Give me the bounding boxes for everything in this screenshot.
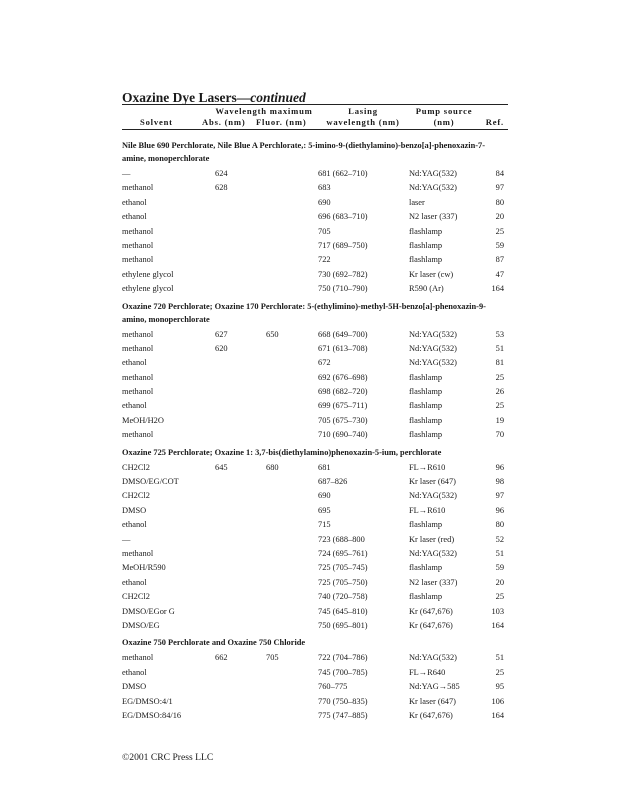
- table-row: [122, 328, 508, 342]
- solvent-cell: methanol: [122, 653, 154, 663]
- table-row: [122, 342, 508, 356]
- ref-cell: 25: [495, 372, 504, 382]
- solvent-cell: DMSO: [122, 505, 147, 515]
- pump-cell: flashlamp: [409, 255, 443, 265]
- ref-cell: 164: [491, 620, 504, 630]
- solvent-cell: EG/DMSO:84/16: [122, 710, 182, 720]
- pump-cell: Nd:YAG(532): [409, 183, 457, 193]
- ref-cell: 97: [495, 491, 504, 501]
- ref-cell: 25: [495, 401, 504, 411]
- table-row: [122, 619, 508, 633]
- table-row: [122, 181, 508, 195]
- ref-cell: 20: [495, 577, 504, 587]
- abs-cell: 645: [215, 462, 228, 472]
- solvent-cell: methanol: [122, 372, 154, 382]
- ref-cell: 26: [495, 387, 504, 397]
- lasing-cell: 681 (662–710): [318, 169, 368, 178]
- table-title-continued: continued: [250, 90, 306, 105]
- ref-cell: 51: [495, 548, 504, 558]
- pump-cell: flashlamp: [409, 592, 443, 602]
- solvent-cell: —: [122, 534, 131, 544]
- table-row: [122, 533, 508, 547]
- pump-cell: flashlamp: [409, 430, 443, 440]
- table-row: [122, 210, 508, 224]
- solvent-cell: ethanol: [122, 197, 147, 207]
- pump-cell: flashlamp: [409, 387, 443, 397]
- table-row: [122, 196, 508, 210]
- fluor-cell: 705: [266, 653, 279, 663]
- pump-cell: Nd:YAG→585: [409, 682, 460, 692]
- lasing-cell: 683: [318, 183, 331, 193]
- fluor-cell: 680: [266, 462, 279, 472]
- lasing-cell: 705 (675–730): [318, 415, 368, 425]
- lasing-cell: 730 (692–782): [318, 269, 368, 279]
- ref-cell: 96: [495, 505, 504, 515]
- solvent-cell: ethanol: [122, 401, 147, 411]
- abs-cell: 624: [215, 169, 228, 178]
- solvent-cell: DMSO/EGor G: [122, 606, 175, 616]
- lasing-cell: 705: [318, 226, 331, 236]
- solvent-cell: ethanol: [122, 212, 147, 222]
- lasing-cell: 699 (675–711): [318, 401, 368, 411]
- lasing-cell: 668 (649–700): [318, 329, 368, 339]
- lasing-cell: 724 (695–761): [318, 548, 368, 558]
- lasing-cell: 717 (689–750): [318, 240, 368, 250]
- table-row: [122, 167, 508, 181]
- header-ref: Ref.: [485, 117, 504, 127]
- table-row: [122, 253, 508, 267]
- table-title-main: Oxazine Dye Lasers—: [122, 90, 251, 105]
- pump-cell: FL→R610: [409, 462, 446, 472]
- solvent-cell: ethanol: [122, 358, 147, 368]
- pump-cell: Nd:YAG(532): [409, 169, 457, 178]
- section-heading: Nile Blue 690 Perchlorate, Nile Blue A Perchlorate,: 5-imino-9-(diethylamino)-benzo[a]-phenoxazin-7-amine, monoperchlorate: [122, 141, 486, 163]
- lasing-cell: 745 (700–785): [318, 667, 368, 677]
- table-row: [122, 282, 508, 296]
- table-row: [122, 225, 508, 239]
- lasing-cell: 722 (704–786): [318, 653, 368, 663]
- table-row: [122, 489, 508, 503]
- table-row: [122, 428, 508, 442]
- table-row: [122, 666, 508, 680]
- ref-cell: 25: [495, 592, 504, 602]
- lasing-cell: 770 (750–835): [318, 696, 368, 706]
- lasing-cell: 740 (720–758): [318, 592, 368, 602]
- table-row: [122, 268, 508, 282]
- table-row: [122, 239, 508, 253]
- solvent-cell: methanol: [122, 183, 154, 193]
- pump-cell: flashlamp: [409, 401, 443, 411]
- ref-cell: 59: [495, 563, 504, 573]
- pump-cell: laser: [409, 197, 425, 207]
- solvent-cell: ethanol: [122, 577, 147, 587]
- copyright-footer: ©2001 CRC Press LLC: [122, 752, 214, 763]
- ref-cell: 95: [495, 682, 504, 692]
- solvent-cell: ethanol: [122, 520, 147, 530]
- table-row: [122, 561, 508, 575]
- ref-cell: 96: [495, 462, 504, 472]
- lasing-cell: 722: [318, 255, 331, 265]
- ref-cell: 80: [495, 197, 504, 207]
- pump-cell: N2 laser (337): [409, 577, 458, 587]
- header-wavelength-maximum: Wavelength maximum: [215, 106, 313, 116]
- solvent-cell: methanol: [122, 387, 154, 397]
- table-row: [122, 356, 508, 370]
- pump-cell: Kr laser (red): [409, 534, 455, 544]
- table-row: [122, 461, 508, 475]
- ref-cell: 80: [495, 520, 504, 530]
- solvent-cell: MeOH/R590: [122, 563, 166, 573]
- lasing-cell: 692 (676–698): [318, 372, 368, 382]
- ref-cell: 98: [495, 477, 504, 487]
- header-pump-source: Pump source: [415, 106, 473, 116]
- ref-cell: 51: [495, 653, 504, 663]
- pump-cell: Kr laser (647): [409, 696, 456, 706]
- solvent-cell: methanol: [122, 548, 154, 558]
- solvent-cell: methanol: [122, 430, 154, 440]
- solvent-cell: DMSO/EG: [122, 620, 160, 630]
- pump-cell: flashlamp: [409, 226, 443, 236]
- solvent-cell: ethylene glycol: [122, 269, 174, 279]
- pump-cell: Nd:YAG(532): [409, 343, 457, 353]
- ref-cell: 53: [495, 329, 504, 339]
- table-row: [122, 709, 508, 723]
- pump-cell: flashlamp: [409, 415, 443, 425]
- pump-cell: Nd:YAG(532): [409, 491, 457, 501]
- pump-cell: Nd:YAG(532): [409, 358, 457, 368]
- table-row: [122, 651, 508, 665]
- ref-cell: 103: [491, 606, 504, 616]
- table-row: [122, 576, 508, 590]
- header-solvent: Solvent: [140, 117, 173, 127]
- solvent-cell: CH2Cl2: [122, 592, 150, 602]
- pump-cell: Kr (647,676): [409, 710, 453, 720]
- section-heading: Oxazine 725 Perchlorate; Oxazine 1: 3,7-bis(diethylamino)phenoxazin-5-ium, perchlorate: [122, 447, 442, 457]
- ref-cell: 106: [491, 696, 504, 706]
- ref-cell: 97: [495, 183, 504, 193]
- lasing-cell: 725 (705–745): [318, 563, 368, 573]
- header-lasing: Lasing: [348, 106, 378, 116]
- ref-cell: 59: [495, 240, 504, 250]
- table-row: [122, 590, 508, 604]
- table-row: [122, 695, 508, 709]
- ref-cell: 52: [495, 534, 504, 544]
- table-row: [122, 518, 508, 532]
- lasing-cell: 690: [318, 197, 331, 207]
- lasing-cell: 725 (705–750): [318, 577, 368, 587]
- section-heading: Oxazine 750 Perchlorate and Oxazine 750 Chloride: [122, 638, 306, 648]
- pump-cell: FL→R610: [409, 505, 446, 515]
- pump-cell: flashlamp: [409, 520, 443, 530]
- table-header: [122, 104, 508, 130]
- header-pump-unit: (nm): [433, 117, 455, 127]
- pump-cell: Kr laser (cw): [409, 269, 454, 279]
- lasing-cell: 681: [318, 462, 331, 472]
- ref-cell: 20: [495, 212, 504, 222]
- solvent-cell: methanol: [122, 329, 154, 339]
- lasing-cell: 715: [318, 520, 331, 530]
- lasing-cell: 698 (682–720): [318, 387, 368, 397]
- lasing-cell: 750 (710–790): [318, 284, 368, 294]
- solvent-cell: MeOH/H2O: [122, 415, 164, 425]
- ref-cell: 70: [495, 430, 504, 440]
- table-row: [122, 414, 508, 428]
- lasing-cell: 710 (690–740): [318, 430, 368, 440]
- header-abs: Abs. (nm): [202, 117, 246, 127]
- table-row: [122, 399, 508, 413]
- fluor-cell: 650: [266, 329, 279, 339]
- ref-cell: 51: [495, 343, 504, 353]
- pump-cell: Kr (647,676): [409, 606, 453, 616]
- abs-cell: 628: [215, 183, 228, 193]
- solvent-cell: ethanol: [122, 667, 147, 677]
- solvent-cell: EG/DMSO:4/1: [122, 696, 173, 706]
- lasing-cell: 671 (613–708): [318, 343, 368, 353]
- pump-cell: FL→R640: [409, 667, 446, 677]
- solvent-cell: ethylene glycol: [122, 284, 174, 294]
- table-row: [122, 385, 508, 399]
- abs-cell: 662: [215, 653, 228, 663]
- solvent-cell: methanol: [122, 343, 154, 353]
- header-lasing-wavelength: wavelength (nm): [326, 117, 400, 127]
- pump-cell: flashlamp: [409, 240, 443, 250]
- lasing-cell: 750 (695–801): [318, 620, 368, 630]
- table-row: [122, 371, 508, 385]
- pump-cell: R590 (Ar): [409, 284, 444, 294]
- pump-cell: N2 laser (337): [409, 212, 458, 222]
- ref-cell: 81: [495, 358, 504, 368]
- ref-cell: 25: [495, 226, 504, 236]
- solvent-cell: methanol: [122, 226, 154, 236]
- lasing-cell: 760–775: [318, 682, 348, 692]
- table-row: [122, 680, 508, 694]
- pump-cell: Nd:YAG(532): [409, 548, 457, 558]
- ref-cell: 84: [495, 169, 504, 178]
- lasing-cell: 775 (747–885): [318, 710, 368, 720]
- abs-cell: 620: [215, 343, 228, 353]
- lasing-cell: 695: [318, 505, 331, 515]
- table-row: [122, 547, 508, 561]
- ref-cell: 164: [491, 284, 504, 294]
- section-heading: Oxazine 720 Perchlorate; Oxazine 170 Perchlorate: 5-(ethylimino)-methyl-5H-benzo[a]-phenoxazin-9-amino, monoperchlorate: [122, 301, 486, 324]
- solvent-cell: CH2Cl2: [122, 462, 150, 472]
- solvent-cell: —: [122, 169, 131, 178]
- header-fluor: Fluor. (nm): [256, 117, 307, 127]
- ref-cell: 87: [495, 255, 504, 265]
- table-row: [122, 504, 508, 518]
- pump-cell: Nd:YAG(532): [409, 329, 457, 339]
- lasing-cell: 672: [318, 358, 331, 368]
- table-body: [122, 128, 508, 723]
- solvent-cell: CH2Cl2: [122, 491, 150, 501]
- ref-cell: 25: [495, 667, 504, 677]
- pump-cell: Kr (647,676): [409, 620, 453, 630]
- ref-cell: 47: [495, 269, 504, 279]
- ref-cell: 19: [495, 415, 504, 425]
- pump-cell: Nd:YAG(532): [409, 653, 457, 663]
- pump-cell: flashlamp: [409, 563, 443, 573]
- solvent-cell: DMSO: [122, 682, 147, 692]
- lasing-cell: 687–826: [318, 477, 348, 487]
- pump-cell: Kr laser (647): [409, 477, 456, 487]
- solvent-cell: methanol: [122, 240, 154, 250]
- lasing-cell: 696 (683–710): [318, 212, 368, 222]
- solvent-cell: methanol: [122, 255, 154, 265]
- lasing-cell: 723 (688–800: [318, 534, 365, 544]
- ref-cell: 164: [491, 710, 504, 720]
- solvent-cell: DMSO/EG/COT: [122, 477, 179, 487]
- table-row: [122, 605, 508, 619]
- abs-cell: 627: [215, 329, 228, 339]
- table-row: [122, 475, 508, 489]
- lasing-cell: 690: [318, 491, 331, 501]
- pump-cell: flashlamp: [409, 372, 443, 382]
- lasing-cell: 745 (645–810): [318, 606, 368, 616]
